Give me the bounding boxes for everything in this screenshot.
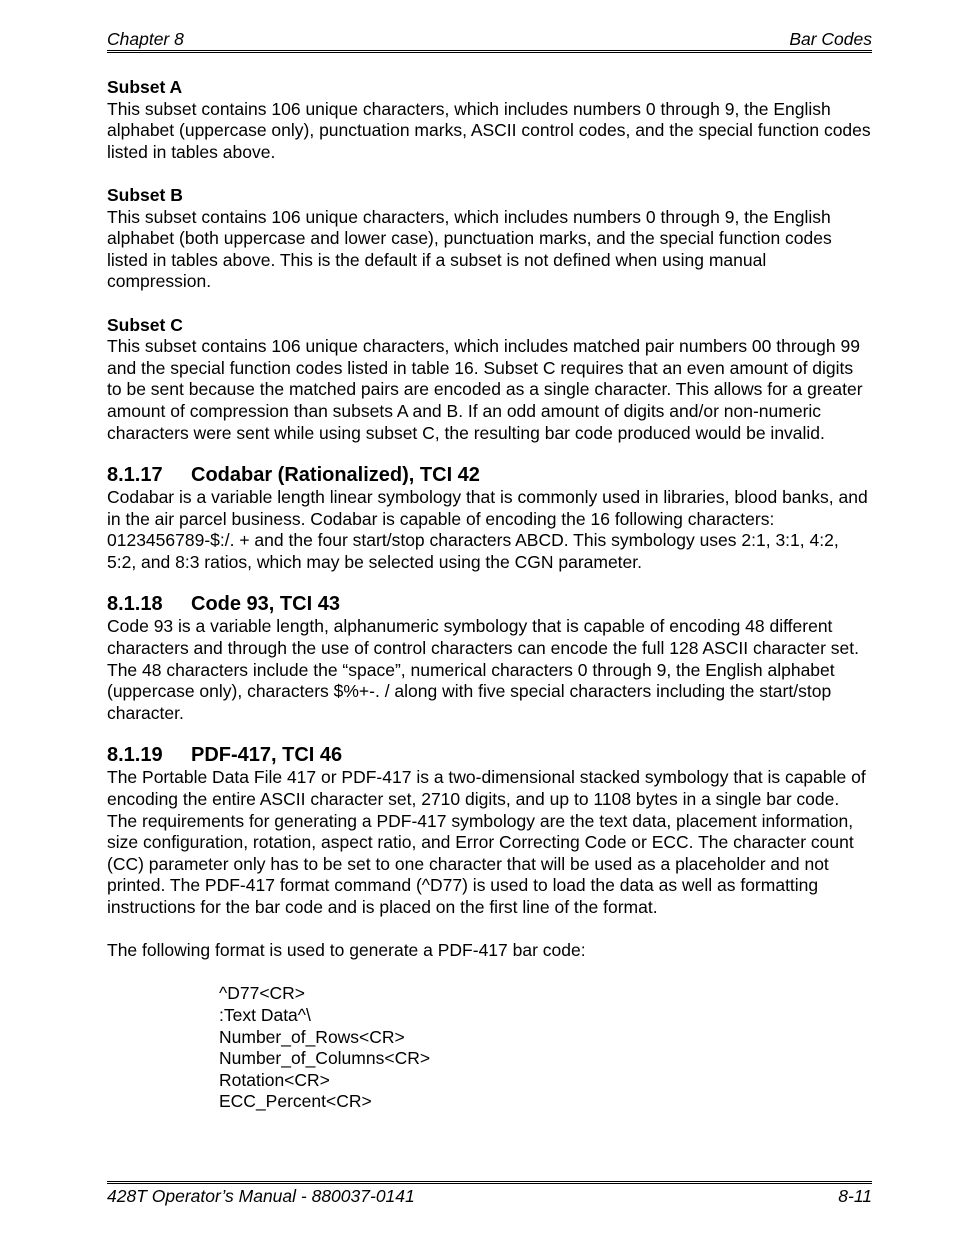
section-title: PDF-417, TCI 46 [191, 744, 343, 767]
format-line: Number_of_Columns<CR> [219, 1048, 431, 1069]
header-rule [107, 50, 872, 53]
section-number: 8.1.18 [107, 593, 163, 616]
header-chapter: Chapter 8 [107, 29, 184, 49]
format-line: ^D77<CR> [219, 983, 306, 1004]
page-body [107, 77, 872, 1113]
subset-c-block [107, 315, 872, 445]
document-page [107, 0, 872, 1235]
format-line: ECC_Percent<CR> [219, 1091, 372, 1112]
section-number: 8.1.17 [107, 464, 163, 487]
page-number: 8-11 [838, 1186, 872, 1206]
subset-a-heading: Subset A [107, 77, 183, 97]
format-line: :Text Data^\ [219, 1004, 311, 1025]
pdf417-paragraph: The Portable Data File 417 or PDF-417 is a two-dimensional stacked symbology that is capable of encoding the entire ASCII character set, 2710 digits, and up to 1108 bytes in a single bar code. The requirements for generating a PDF-417 symbology are the text data, placement information, size configuration, rotation, aspect ratio, and Error Correcting Code or ECC. The character count (CC) parameter only has to be set to one character that will be used as a placeholder and not printed. The PDF-417 format command (^D77) is used to load the data as well as formatting instructions for the bar code and is placed on the first line of the format. [107, 767, 866, 917]
codabar-paragraph: Codabar is a variable length linear symbology that is commonly used in libraries, blood banks, and in the air parcel business. Codabar is capable of encoding the 16 following characters: 0123456789-$:/. + and the four start/stop characters ABCD. This symbology uses 2:1, 3:1, 4:2, 5:2, and 8:3 ratios, which may be selected using the CGN parameter. [107, 487, 868, 572]
section-title: Codabar (Rationalized), TCI 42 [191, 464, 480, 487]
subset-a-block [107, 77, 872, 163]
subset-b-paragraph: This subset contains 106 unique characters, which includes numbers 0 through 9, the English alphabet (both uppercase and lower case), punctuation marks, and the special function codes listed in tables above. This is the default if a subset is not defined when using manual compression. [107, 206, 832, 292]
subset-c-paragraph: This subset contains 106 unique characters, which includes matched pair numbers 00 through 99 and the special function codes listed in table 16. Subset C requires that an even amount of digits to be sent because the matched pairs are encoded as a single character. This allows for a greater amount of compression than subsets A and B. If an odd amount of digits and/or non-numeric characters were sent while using subset C, the resulting bar code produced would be invalid. [107, 336, 863, 443]
subset-a-paragraph: This subset contains 106 unique characters, which includes numbers 0 through 9, the English alphabet (uppercase only), punctuation marks, ASCII control codes, and the special function codes listed in tables above. [107, 98, 871, 162]
format-line: Number_of_Rows<CR> [219, 1026, 405, 1047]
section-codabar [107, 463, 872, 573]
subset-c-heading: Subset C [107, 314, 183, 335]
subset-b-heading: Subset B [107, 184, 183, 205]
subset-b-block [107, 185, 872, 293]
header-section-title: Bar Codes [789, 29, 872, 49]
section-heading-pdf417 [107, 743, 872, 767]
section-number: 8.1.19 [107, 744, 163, 767]
footer-manual-title: 428T Operator’s Manual - 880037-0141 [107, 1186, 415, 1206]
section-heading-code93 [107, 592, 872, 616]
footer-rule [107, 1181, 872, 1184]
pdf417-format-listing [219, 983, 872, 1113]
code93-paragraph: Code 93 is a variable length, alphanumeric symbology that is capable of encoding 48 different characters and through the use of control characters can encode the full 128 ASCII character set. The 48 characters include the “space”, numerical characters 0 through 9, the English alphabet (uppercase only), characters $%+-. / along with five special characters including the start/stop character. [107, 616, 859, 723]
section-pdf417 [107, 743, 872, 1113]
section-title: Code 93, TCI 43 [191, 593, 340, 616]
pdf417-format-intro: The following format is used to generate a PDF-417 bar code: [107, 940, 586, 961]
running-footer [107, 1185, 872, 1209]
format-line: Rotation<CR> [219, 1069, 330, 1090]
section-code93 [107, 592, 872, 724]
section-heading-codabar [107, 463, 872, 487]
